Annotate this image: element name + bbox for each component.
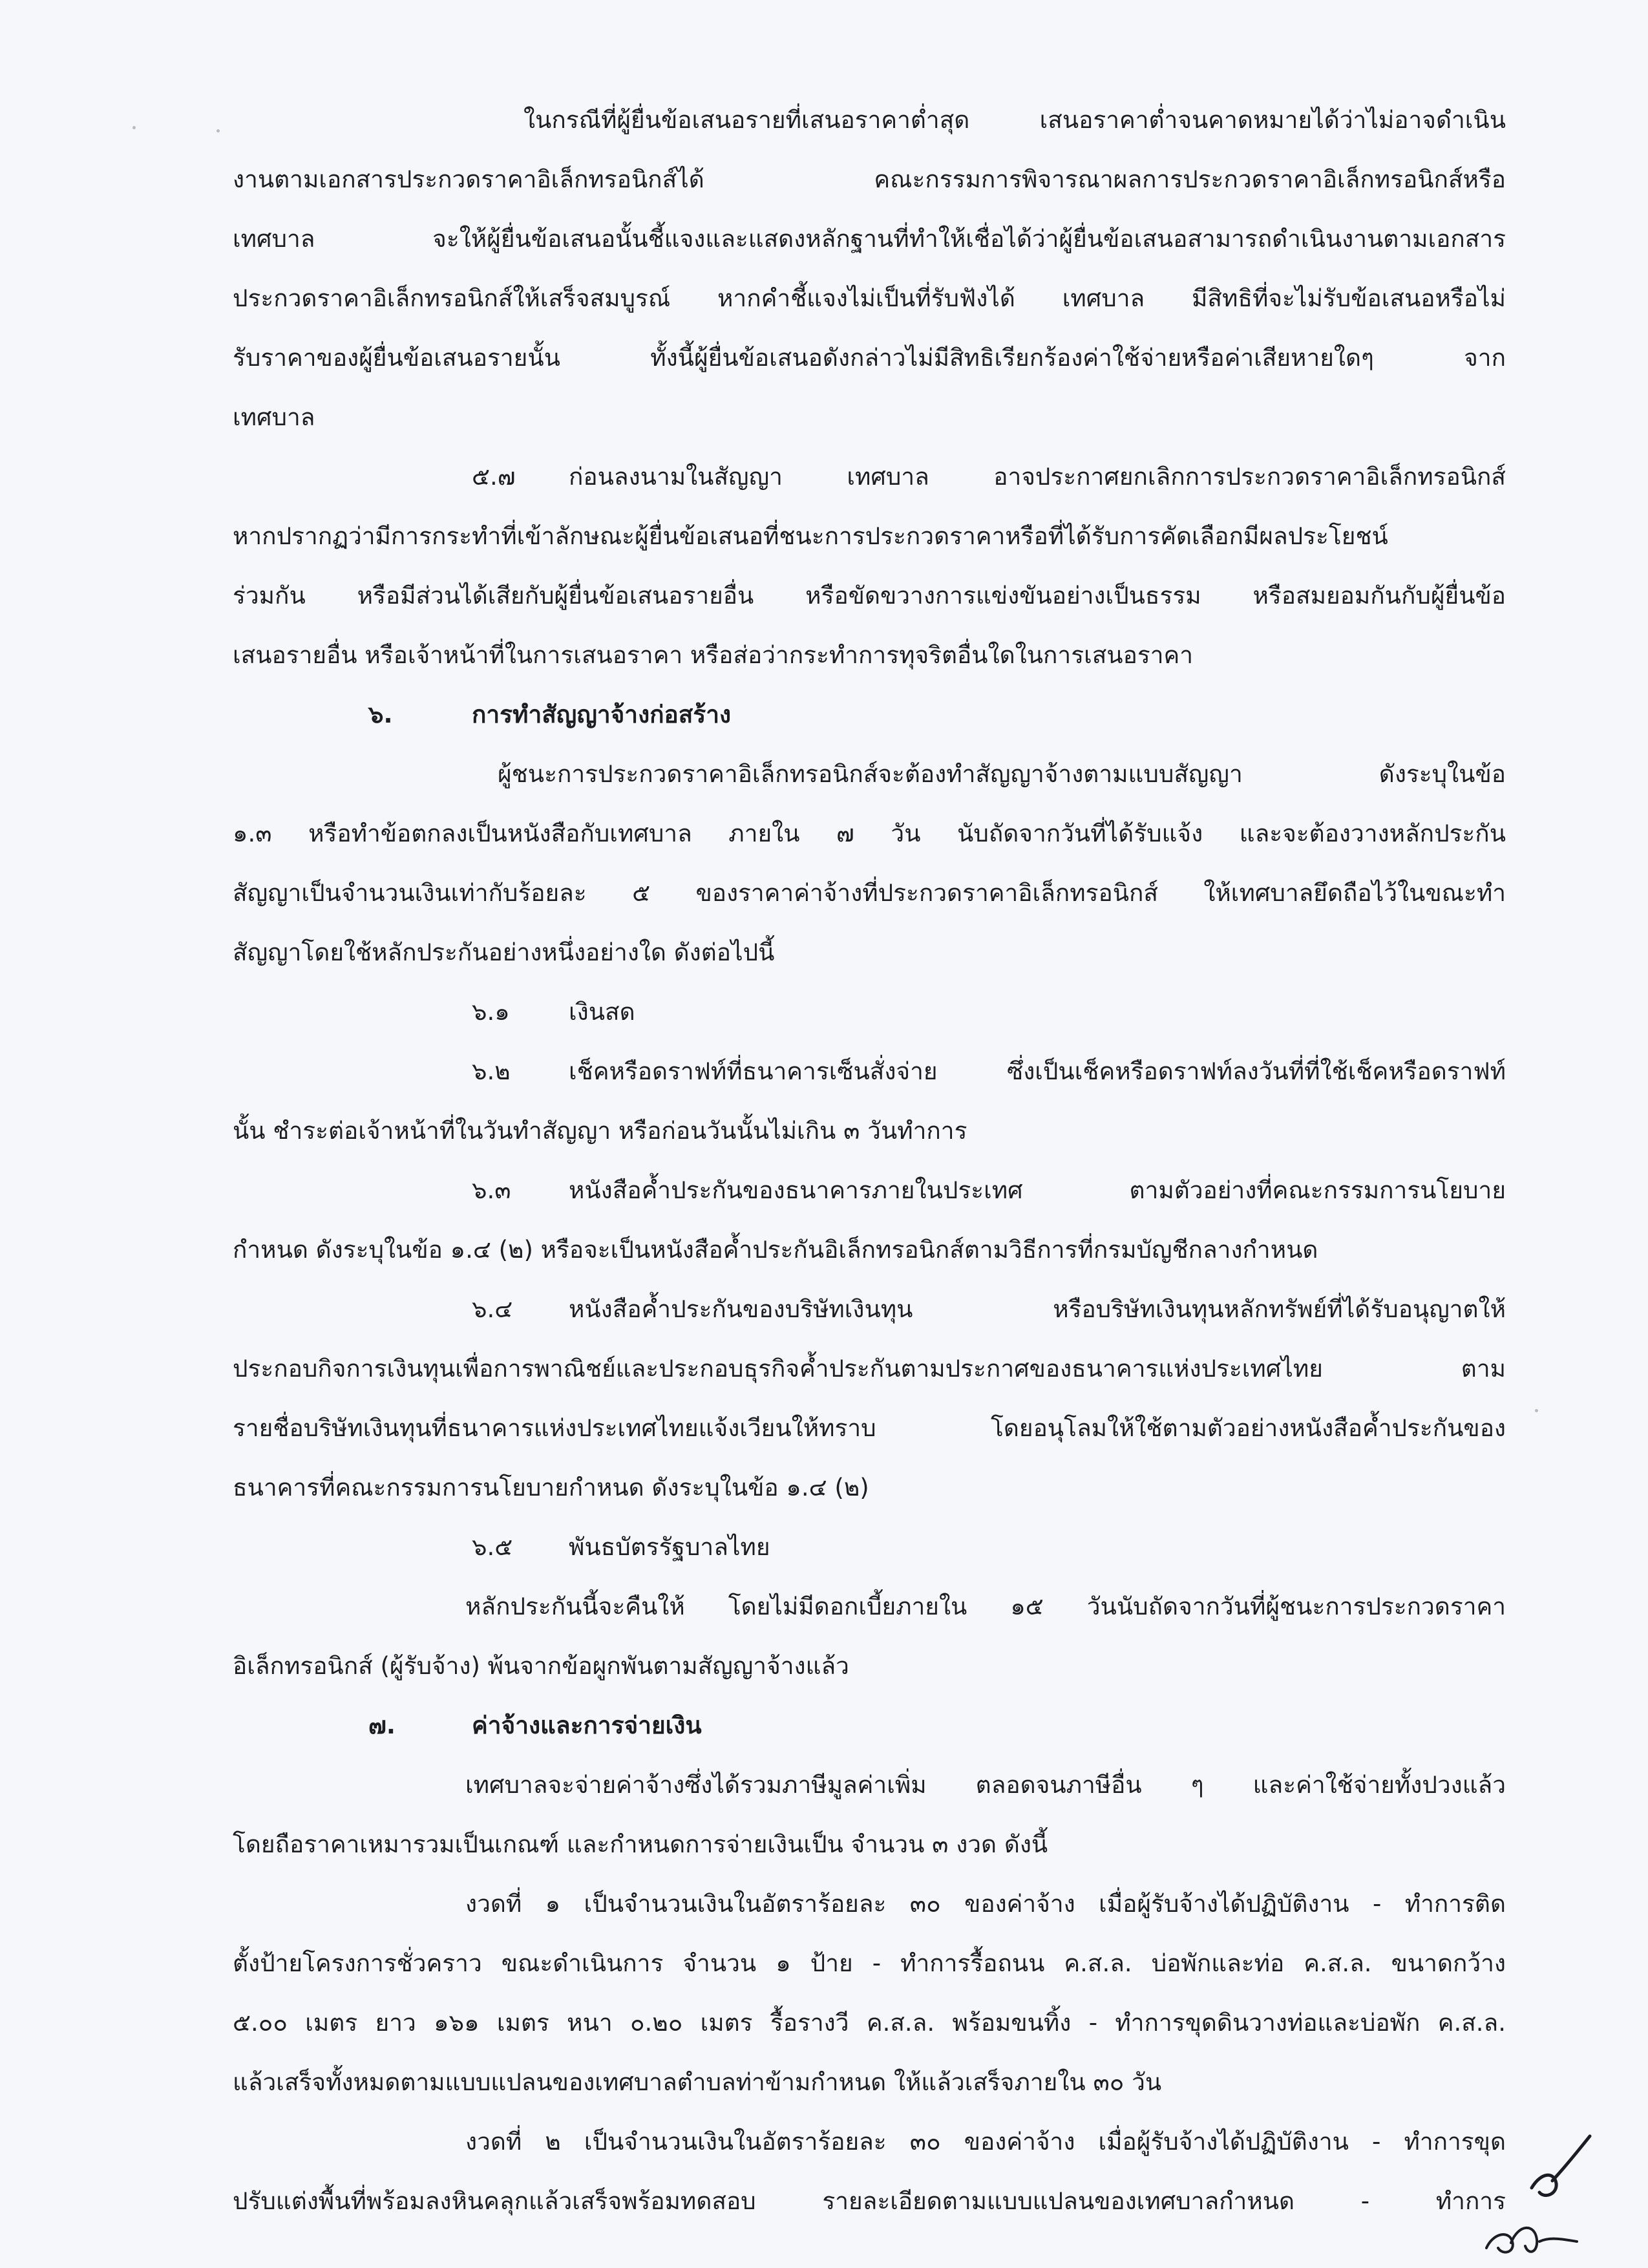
clause-number: ๖.๒ <box>472 1057 511 1085</box>
paragraph-line: งานตามเอกสารประกวดราคาอิเล็กทรอนิกส์ได้ คณะกรรมการพิจารณาผลการประกวดราคาอิเล็กทรอนิกส์หรือ <box>233 165 1506 193</box>
paragraph-line: ปรับแต่งพื้นที่พร้อมลงหินคลุกแล้วเสร็จพร้อมทดสอบ รายละเอียดตามแบบแปลนของเทศบาลกำหนด - ทำการ <box>233 2187 1506 2215</box>
clause-6-5 <box>233 1518 1506 1577</box>
section-number: ๗. <box>368 1712 396 1739</box>
paragraph-line: ในกรณีที่ผู้ยื่นข้อเสนอรายที่เสนอราคาต่ำสุด เสนอราคาต่ำจนคาดหมายได้ว่าไม่อาจดำเนิน <box>523 106 1506 134</box>
clause-number: ๖.๔ <box>472 1295 513 1323</box>
paragraph-line: ร่วมกัน หรือมีส่วนได้เสียกับผู้ยื่นข้อเสนอรายอื่น หรือขัดขวางการแข่งขันอย่างเป็นธรรม หรือสมยอมกันกับผู้ยื่นข้อ <box>233 582 1506 609</box>
clause-text: ก่อนลงนามในสัญญา เทศบาล อาจประกาศยกเลิกการประกวดราคาอิเล็กทรอนิกส์ <box>569 463 1506 491</box>
clause-6-3 <box>233 1161 1506 1220</box>
paragraph-line: แล้วเสร็จทั้งหมดตามแบบแปลนของเทศบาลตำบลท่าข้ามกำหนด ให้แล้วเสร็จภายใน ๓๐ วัน <box>233 2068 1162 2096</box>
section-number: ๖. <box>368 701 393 728</box>
paragraph-line: ธนาคารที่คณะกรรมการนโยบายกำหนด ดังระบุในข้อ ๑.๔ (๒) <box>233 1474 869 1501</box>
section-title: ค่าจ้างและการจ่ายเงิน <box>472 1712 702 1739</box>
clause-number: ๖.๑ <box>472 998 510 1026</box>
clause-text: พันธบัตรรัฐบาลไทย <box>569 1533 770 1561</box>
paragraph-line: เสนอรายอื่น หรือเจ้าหน้าที่ในการเสนอราคา หรือส่อว่ากระทำการทุจริตอื่นใดในการเสนอราคา <box>233 641 1193 669</box>
clause-text: หนังสือค้ำประกันของบริษัทเงินทุน หรือบริษัทเงินทุนหลักทรัพย์ที่ได้รับอนุญาตให้ <box>569 1295 1506 1323</box>
scan-speck <box>132 126 136 129</box>
paragraph-line: หลักประกันนี้จะคืนให้ โดยไม่มีดอกเบี้ยภายใน ๑๕ วันนับถัดจากวันที่ผู้ชนะการประกวดราคา <box>465 1593 1506 1620</box>
paragraph-line: ๑.๓ หรือทำข้อตกลงเป็นหนังสือกับเทศบาล ภายใน ๗ วัน นับถัดจากวันที่ได้รับแจ้ง และจะต้องวางหลักประกัน <box>233 820 1506 847</box>
paragraph-line: เทศบาล <box>233 403 315 431</box>
section-heading-7 <box>233 1696 1506 1755</box>
clause-6-2 <box>233 1042 1506 1101</box>
clause-number: ๕.๗ <box>472 463 516 491</box>
paragraph-line: ประกอบกิจการเงินทุนเพื่อการพาณิชย์และประกอบธุรกิจค้ำประกันตามประกาศของธนาคารแห่งประเทศไทย ตาม <box>233 1355 1506 1383</box>
clause-text: เงินสด <box>569 998 635 1026</box>
clause-5-7 <box>233 447 1506 507</box>
paragraph-line: ตั้งป้ายโครงการชั่วคราว ขณะดำเนินการ จำนวน ๑ ป้าย - ทำการรื้อถนน ค.ส.ล. บ่อพักและท่อ ค.ส.ล. ขนาดกว้าง <box>233 1949 1506 1977</box>
paragraph-line: รายชื่อบริษัทเงินทุนที่ธนาคารแห่งประเทศไทยแจ้งเวียนให้ทราบ โดยอนุโลมให้ใช้ตามตัวอย่างหนังสือค้ำประกันของ <box>233 1414 1506 1442</box>
paragraph-line: นั้น ชำระต่อเจ้าหน้าที่ในวันทำสัญญา หรือก่อนวันนั้นไม่เกิน ๓ วันทำการ <box>233 1117 967 1145</box>
clause-6-1 <box>233 982 1506 1042</box>
scan-speck <box>1535 1409 1538 1412</box>
scan-speck <box>217 129 220 132</box>
clause-text: หนังสือค้ำประกันของธนาคารภายในประเทศ ตามตัวอย่างที่คณะกรรมการนโยบาย <box>569 1176 1506 1204</box>
section-title: การทำสัญญาจ้างก่อสร้าง <box>472 701 732 728</box>
paragraph-line: เทศบาล จะให้ผู้ยื่นข้อเสนอนั้นชี้แจงและแสดงหลักฐานที่ทำให้เชื่อได้ว่าผู้ยื่นข้อเสนอสามารถดำเนินงานตามเอกสาร <box>233 225 1506 253</box>
document-body <box>233 90 1506 2231</box>
section-heading-6 <box>233 685 1506 745</box>
paragraph-line: อิเล็กทรอนิกส์ (ผู้รับจ้าง) พ้นจากข้อผูกพันตามสัญญาจ้างแล้ว <box>233 1652 849 1680</box>
paragraph-line: ๕.๐๐ เมตร ยาว ๑๖๑ เมตร หนา ๐.๒๐ เมตร รื้อรางวี ค.ส.ล. พร้อมขนทิ้ง - ทำการขุดดินวางท่อและบ่อพัก ค.ส.ล. <box>233 2009 1506 2037</box>
paragraph-line: ผู้ชนะการประกวดราคาอิเล็กทรอนิกส์จะต้องทำสัญญาจ้างตามแบบสัญญา ดังระบุในข้อ <box>498 760 1506 788</box>
paragraph-line: โดยถือราคาเหมารวมเป็นเกณฑ์ และกำหนดการจ่ายเงินเป็น จำนวน ๓ งวด ดังนี้ <box>233 1830 1048 1858</box>
clause-number: ๖.๕ <box>472 1533 513 1561</box>
clause-number: ๖.๓ <box>472 1176 511 1204</box>
paragraph-line: กำหนด ดังระบุในข้อ ๑.๔ (๒) หรือจะเป็นหนังสือค้ำประกันอิเล็กทรอนิกส์ตามวิธีการที่กรมบัญชีกลางกำหนด <box>233 1236 1318 1264</box>
paragraph-line: รับราคาของผู้ยื่นข้อเสนอรายนั้น ทั้งนี้ผู้ยื่นข้อเสนอดังกล่าวไม่มีสิทธิเรียกร้องค่าใช้จ่ายหรือค่าเสียหายใดๆ จาก <box>233 344 1506 372</box>
installment-2-line: งวดที่ ๒ เป็นจำนวนเงินในอัตราร้อยละ ๓๐ ของค่าจ้าง เมื่อผู้รับจ้างได้ปฏิบัติงาน - ทำการขุด <box>465 2128 1506 2156</box>
paragraph-line: หากปรากฏว่ามีการกระทำที่เข้าลักษณะผู้ยื่นข้อเสนอที่ชนะการประกวดราคาหรือที่ได้รับการคัดเลือกมีผลประโยชน์ <box>233 522 1388 550</box>
paragraph-line: สัญญาเป็นจำนวนเงินเท่ากับร้อยละ ๕ ของราคาค่าจ้างที่ประกวดราคาอิเล็กทรอนิกส์ ให้เทศบาลยึดถือไว้ในขณะทำ <box>233 879 1506 907</box>
paragraph-line: สัญญาโดยใช้หลักประกันอย่างหนึ่งอย่างใด ดังต่อไปนี้ <box>233 938 775 966</box>
clause-text: เช็คหรือดราฟท์ที่ธนาคารเซ็นสั่งจ่าย ซึ่งเป็นเช็คหรือดราฟท์ลงวันที่ที่ใช้เช็คหรือดราฟท์ <box>569 1057 1506 1085</box>
clause-6-4 <box>233 1280 1506 1339</box>
paragraph-line: เทศบาลจะจ่ายค่าจ้างซึ่งได้รวมภาษีมูลค่าเพิ่ม ตลอดจนภาษีอื่น ๆ และค่าใช้จ่ายทั้งปวงแล้ว <box>465 1771 1506 1799</box>
installment-1-line: งวดที่ ๑ เป็นจำนวนเงินในอัตราร้อยละ ๓๐ ของค่าจ้าง เมื่อผู้รับจ้างได้ปฏิบัติงาน - ทำการติด <box>465 1890 1506 1918</box>
paragraph-line: ประกวดราคาอิเล็กทรอนิกส์ให้เสร็จสมบูรณ์ หากคำชี้แจงไม่เป็นที่รับฟังได้ เทศบาล มีสิทธิที่จะไม่รับข้อเสนอหรือไม่ <box>233 284 1506 312</box>
handwritten-signature-icon <box>1480 2133 1609 2262</box>
